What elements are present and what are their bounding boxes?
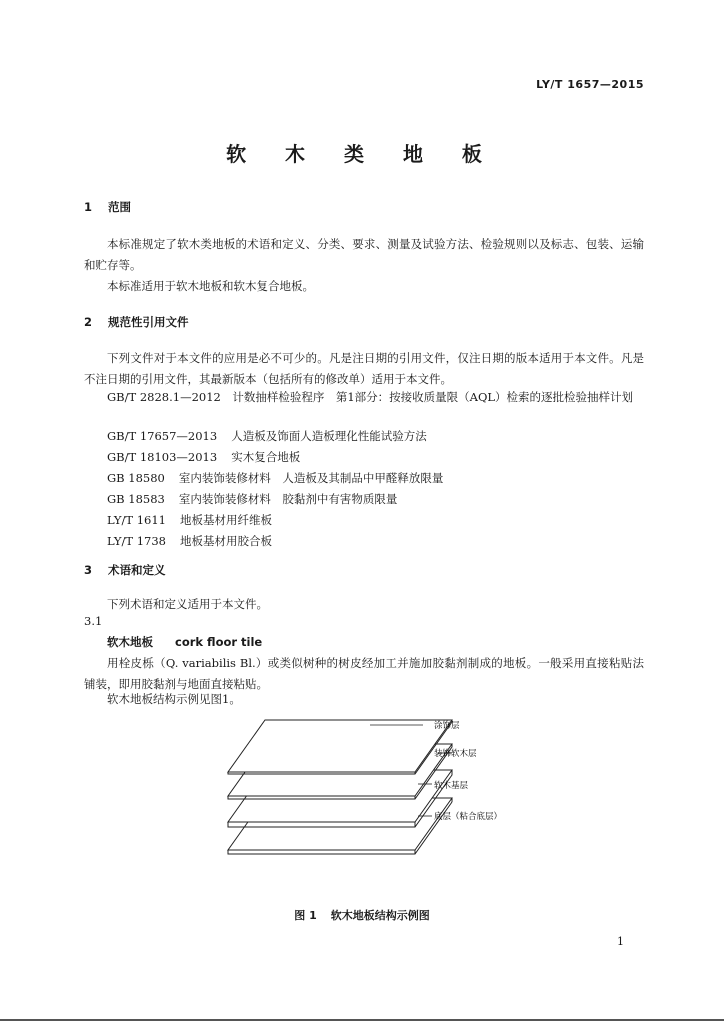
normative-ref bbox=[107, 428, 427, 444]
section-title: 范围 bbox=[108, 200, 132, 214]
document-title: 软 木 类 地 板 bbox=[226, 142, 498, 166]
ref-code: LY/T 1611 bbox=[107, 513, 166, 527]
section-number: 1 bbox=[84, 200, 93, 214]
term-chinese: 软木地板 bbox=[107, 635, 153, 649]
normative-ref bbox=[107, 470, 443, 486]
page-number: 1 bbox=[617, 935, 624, 948]
page-bottom-divider bbox=[0, 1019, 724, 1021]
normative-ref bbox=[107, 533, 272, 549]
ref-name: 实木复合地板 bbox=[231, 450, 301, 464]
ref-code: GB 18583 bbox=[107, 492, 165, 506]
normative-ref-gbt2828: GB/T 2828.1—2012 计数抽样检验程序 第1部分：按接收质量限（AQL）检索的逐批检验抽样计划 bbox=[107, 390, 634, 404]
layer-finish bbox=[228, 720, 452, 772]
normative-intro-paragraph: 下列文件对于本文件的应用是必不可少的。凡是注日期的引用文件，仅注日期的版本适用于本文件。凡是不注日期的引用文件，其最新版本（包括所有的修改单）适用于本文件。 bbox=[84, 351, 644, 386]
normative-ref bbox=[107, 491, 397, 507]
ref-name: 人造板及饰面人造板理化性能试验方法 bbox=[231, 429, 427, 443]
figure-title: 软木地板结构示例图 bbox=[330, 909, 430, 922]
layer-label: 涂饰层 bbox=[434, 721, 460, 731]
ref-code: GB/T 17657—2013 bbox=[107, 429, 218, 443]
normative-ref bbox=[107, 449, 300, 465]
term-english: cork floor tile bbox=[175, 635, 263, 649]
layer-label: 底层（粘合底层） bbox=[434, 812, 503, 822]
section-title: 术语和定义 bbox=[108, 563, 166, 577]
layer-label: 装饰软木层 bbox=[434, 749, 477, 759]
ref-name: 室内装饰装修材料 胶黏剂中有害物质限量 bbox=[178, 492, 398, 506]
cork-floor-structure-diagram bbox=[220, 700, 520, 880]
term-number: 3.1 bbox=[84, 614, 103, 628]
section-number: 3 bbox=[84, 563, 93, 577]
layer-label: 软木基层 bbox=[434, 781, 469, 791]
section-3-heading bbox=[84, 562, 166, 578]
ref-code: GB/T 18103—2013 bbox=[107, 450, 218, 464]
section-number: 2 bbox=[84, 315, 93, 329]
ref-name: 室内装饰装修材料 人造板及其制品中甲醛释放限量 bbox=[178, 471, 444, 485]
figure-reference-paragraph: 软木地板结构示例见图1。 bbox=[107, 692, 241, 706]
figure-caption bbox=[0, 907, 724, 923]
ref-code: LY/T 1738 bbox=[107, 534, 166, 548]
term-definition: 用栓皮栎（Q. variabilis Bl.）或类似树种的树皮经加工并施加胶黏剂制成的地板。一般采用直接粘贴法铺装，即用胶黏剂与地面直接粘贴。 bbox=[84, 656, 644, 691]
ref-code: GB 18580 bbox=[107, 471, 165, 485]
figure-number: 图 1 bbox=[294, 909, 317, 922]
normative-ref bbox=[107, 512, 272, 528]
section-title: 规范性引用文件 bbox=[108, 315, 189, 329]
ref-name: 地板基材用胶合板 bbox=[179, 534, 272, 548]
scope-paragraph-2: 本标准适用于软木地板和软木复合地板。 bbox=[107, 279, 314, 293]
section-1-heading bbox=[84, 199, 131, 215]
scope-paragraph-1: 本标准规定了软木类地板的术语和定义、分类、要求、测量及试验方法、检验规则以及标志、包装、运输和贮存等。 bbox=[84, 237, 644, 272]
standard-code: LY/T 1657—2015 bbox=[536, 78, 644, 91]
ref-name: 地板基材用纤维板 bbox=[179, 513, 272, 527]
section-2-heading bbox=[84, 314, 189, 330]
term-heading bbox=[107, 634, 262, 650]
terms-intro-paragraph: 下列术语和定义适用于本文件。 bbox=[107, 597, 268, 611]
